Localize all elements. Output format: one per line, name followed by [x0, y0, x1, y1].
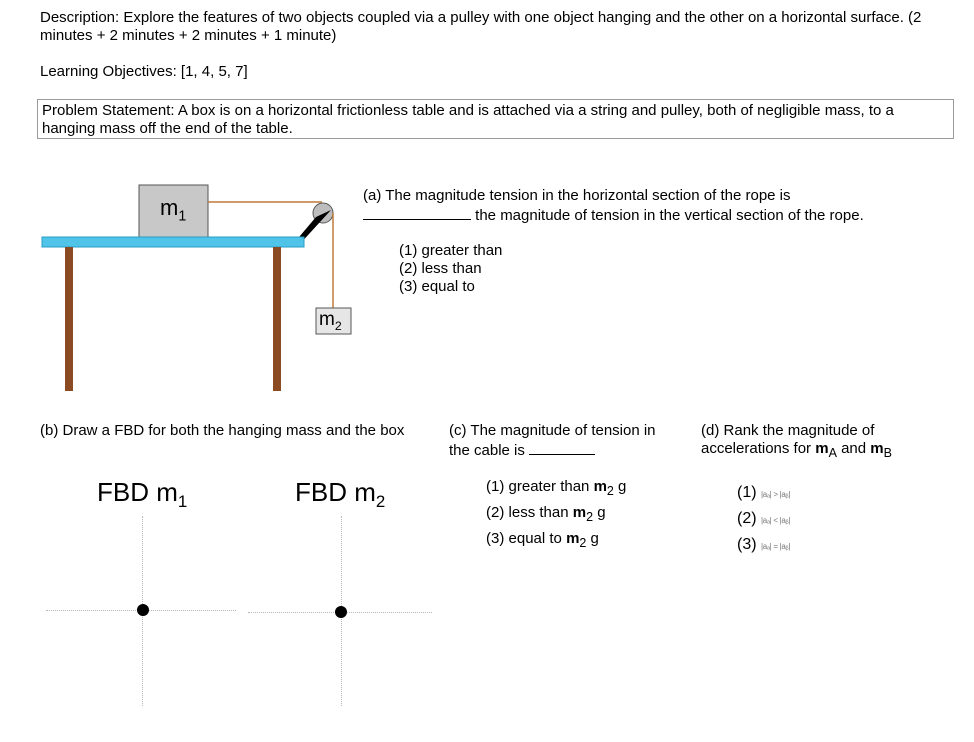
part-c-option-1-text: greater than	[508, 478, 594, 495]
part-a-options	[399, 242, 502, 296]
part-c-option-1[interactable]	[486, 476, 626, 502]
part-d-mb-sub: B	[883, 446, 892, 460]
part-d-option-2-num: (2)	[737, 510, 757, 527]
part-a	[363, 187, 963, 225]
fbd-m2-point[interactable]	[335, 606, 347, 618]
part-c-option-1-g: g	[613, 478, 627, 495]
part-a-answer-blank[interactable]	[363, 205, 471, 220]
part-d-ma: m	[815, 440, 829, 457]
objectives-text: [1, 4, 5, 7]	[180, 63, 248, 80]
fbd-m1-text: FBD m	[97, 477, 178, 507]
part-d-option-1-num: (1)	[737, 484, 757, 501]
pulley-figure	[36, 180, 366, 395]
part-c-option-2-sub: 2	[586, 510, 594, 524]
part-a-label: (a)	[363, 187, 382, 204]
problem-text: A box is on a horizontal frictionless table and is attached via a string and pulley, both of negligible mass, to a hanging mass off the end of the table.	[42, 102, 894, 137]
part-c-option-2-num: (2)	[486, 504, 505, 521]
table-top	[42, 237, 304, 247]
problem-statement-box	[37, 99, 954, 139]
description-label: Description:	[40, 9, 120, 26]
description-text: Explore the features of two objects coupled via a pulley with one object hanging and the other on a horizontal surface. (2 minutes + 2 minutes + 2 minutes + 1 minute)	[40, 9, 922, 44]
part-a-option-3[interactable]: (3) equal to	[399, 278, 475, 295]
part-c-option-2[interactable]	[486, 502, 626, 528]
part-c-option-3-num: (3)	[486, 530, 505, 547]
fbd-m1-point[interactable]	[137, 604, 149, 616]
fbd-m2-text: FBD m	[295, 477, 376, 507]
part-b	[40, 422, 425, 440]
m2-subscript: 2	[334, 318, 342, 333]
part-c-option-1-num: (1)	[486, 478, 505, 495]
learning-objectives	[40, 63, 248, 81]
part-c-option-2-g: g	[593, 504, 606, 521]
part-a-option-1[interactable]: (1) greater than	[399, 242, 503, 259]
part-c-option-1-m: m	[593, 478, 607, 495]
description	[40, 9, 960, 45]
part-c-options	[486, 476, 626, 554]
part-d-option-3-num: (3)	[737, 536, 757, 553]
part-c-line1: The magnitude of tension in	[470, 422, 656, 439]
m1-subscript: 1	[178, 208, 187, 225]
table-leg-left	[65, 247, 73, 391]
part-d-option-1[interactable]	[737, 481, 790, 507]
fbd-m2-title	[295, 477, 385, 517]
part-c-option-3-g: g	[586, 530, 599, 547]
part-a-option-2[interactable]: (2) less than	[399, 260, 482, 277]
part-c-option-3[interactable]	[486, 528, 626, 554]
part-d-ma-sub: A	[828, 446, 837, 460]
part-d-and: and	[836, 440, 871, 457]
part-d-options	[737, 481, 790, 559]
part-c-option-2-m: m	[572, 504, 587, 521]
part-c-option-3-text: equal to	[508, 530, 567, 547]
part-c-option-3-sub: 2	[579, 536, 587, 550]
part-c-answer-blank[interactable]	[529, 440, 595, 455]
part-c	[449, 422, 699, 460]
part-c-label: (c)	[449, 422, 467, 439]
m1-label	[160, 195, 186, 229]
part-d-mb: m	[870, 440, 884, 457]
part-d-option-3[interactable]	[737, 533, 790, 559]
part-d-option-3-text: |aₐ| = |aᵦ|	[761, 542, 791, 551]
part-d-label: (d)	[701, 422, 720, 439]
m1-letter: m	[160, 195, 179, 220]
part-a-line1: The magnitude tension in the horizontal section of the rope is	[385, 187, 791, 204]
part-d-line2-prefix: accelerations for	[701, 440, 816, 457]
part-c-option-3-m: m	[566, 530, 580, 547]
part-d-option-1-text: |aₐ| > |aᵦ|	[761, 490, 791, 499]
fbd-m1-subscript: 1	[177, 492, 188, 512]
m2-label	[319, 309, 342, 337]
part-c-option-1-sub: 2	[606, 484, 614, 498]
part-d-line1: Rank the magnitude of	[723, 422, 875, 439]
part-b-text: Draw a FBD for both the hanging mass and the box	[62, 422, 405, 439]
part-b-label: (b)	[40, 422, 59, 439]
m2-letter: m	[319, 309, 335, 330]
fbd-m1-title	[97, 477, 187, 517]
part-d-option-2-text: |aₐ| < |aᵦ|	[761, 516, 791, 525]
part-d-option-2[interactable]	[737, 507, 790, 533]
part-d	[701, 422, 961, 462]
part-c-option-2-text: less than	[508, 504, 573, 521]
part-c-line2: the cable is	[449, 442, 525, 459]
part-a-line2: the magnitude of tension in the vertical section of the rope.	[475, 207, 864, 224]
problem-label: Problem Statement:	[42, 102, 175, 119]
fbd-m2-subscript: 2	[375, 492, 386, 512]
table-leg-right	[273, 247, 281, 391]
objectives-label: Learning Objectives:	[40, 63, 177, 80]
